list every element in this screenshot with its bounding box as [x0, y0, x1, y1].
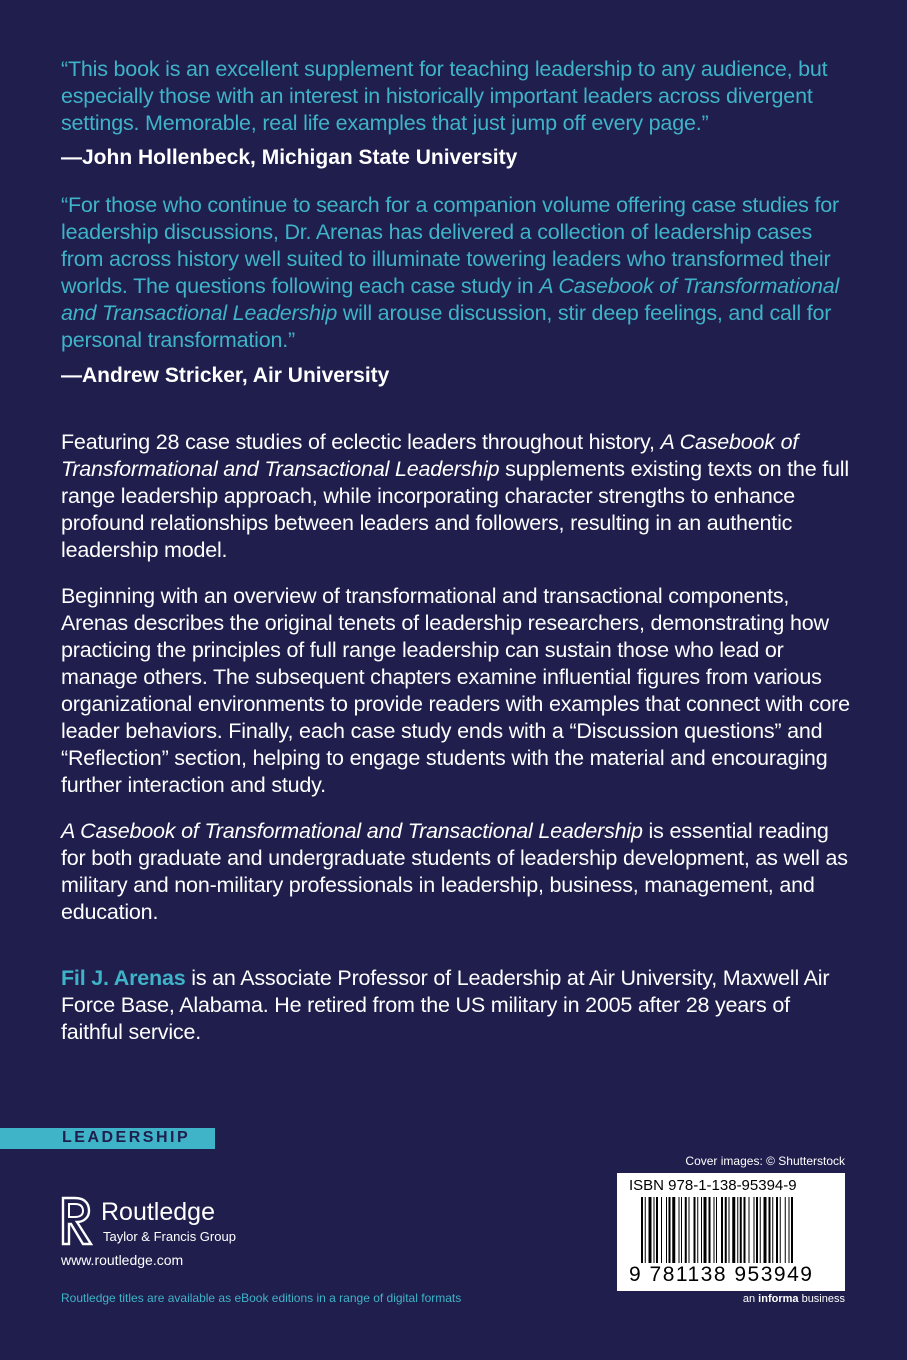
publisher-group: Taylor & Francis Group — [103, 1229, 236, 1244]
publisher-name: Routledge — [101, 1198, 215, 1226]
quote-1: “This book is an excellent supplement for teaching leadership to any audience, but especially those with an interest in historically important leaders across divergent settings. Memorable, real life examples that just jump off every page.” — [61, 57, 828, 135]
desc-p1-book-title: A Casebook of Transformational and Transactional Leadership — [61, 430, 799, 481]
ean-digits: 9 781138 953949 — [629, 1263, 814, 1286]
description-paragraph-3 — [61, 818, 851, 926]
desc-p3-book-title: A Casebook of Transformational and Transactional Leadership — [61, 819, 643, 843]
informa-tagline — [743, 1293, 845, 1305]
quote-1-attribution: —John Hollenbeck, Michigan State University — [61, 146, 518, 169]
author-bio-text: is an Associate Professor of Leadership at Air University, Maxwell Air Force Base, Alabama. He retired from the US military in 2005 after 28 years of faithful service. — [61, 966, 830, 1044]
informa-prefix: an — [742, 1293, 759, 1305]
quote-2-book-title: A Casebook of Transformational and Transactional Leadership — [61, 274, 840, 325]
informa-suffix: business — [798, 1293, 845, 1305]
desc-p1-text: Featuring 28 case studies of eclectic leaders throughout history, — [61, 430, 661, 454]
description-paragraph-2: Beginning with an overview of transformational and transactional components, Arenas describes the original tenets of leadership researchers, demonstrating how practicing the principles of full range leadership can sustain those who lead or manage others. The subsequent chapters examine influential figures from various organizational environments to provide readers with examples that connect with core leader behaviors. Finally, each case study ends with a “Discussion questions” and “Reflection” section, helping to engage students with the material and encouraging further interaction and study. — [61, 584, 850, 797]
author-name: Fil J. Arenas — [61, 966, 186, 990]
author-bio — [61, 965, 851, 1046]
cover-credit: Cover images: © Shutterstock — [685, 1154, 845, 1168]
quote-2-text: “For those who continue to search for a companion volume offering case studies for leadership discussions, Dr. Arenas has delivered a collection of leadership cases from across history well suited to illuminate towering leaders who transformed their worlds. The questions following each case study in — [61, 193, 839, 298]
desc-p3-text: is essential reading for both graduate and undergraduate students of leadership development, as well as military and non-military professionals in leadership, business, management, and education. — [61, 819, 848, 924]
routledge-r-icon — [61, 1196, 95, 1246]
quote-2 — [61, 192, 851, 354]
ebook-note: Routledge titles are available as eBook editions in a range of digital formats — [61, 1291, 462, 1305]
desc-p1-text-end: supplements existing texts on the full range leadership approach, while incorporating character strengths to enhance profound relationships between leaders and followers, resulting in an authentic leadership model. — [61, 457, 849, 562]
informa-word: informa — [758, 1293, 799, 1305]
quote-2-attribution: —Andrew Stricker, Air University — [61, 364, 390, 387]
description-paragraph-1 — [61, 429, 851, 564]
barcode-icon — [641, 1197, 837, 1263]
category-label: LEADERSHIP — [62, 1129, 191, 1146]
barcode-box — [617, 1173, 845, 1291]
isbn-label: ISBN 978-1-138-95394-9 — [629, 1177, 797, 1194]
publisher-url: www.routledge.com — [61, 1252, 184, 1268]
category-band — [0, 1128, 215, 1149]
quote-2-text-end: will arouse discussion, stir deep feelings, and call for personal transformation.” — [61, 301, 832, 352]
